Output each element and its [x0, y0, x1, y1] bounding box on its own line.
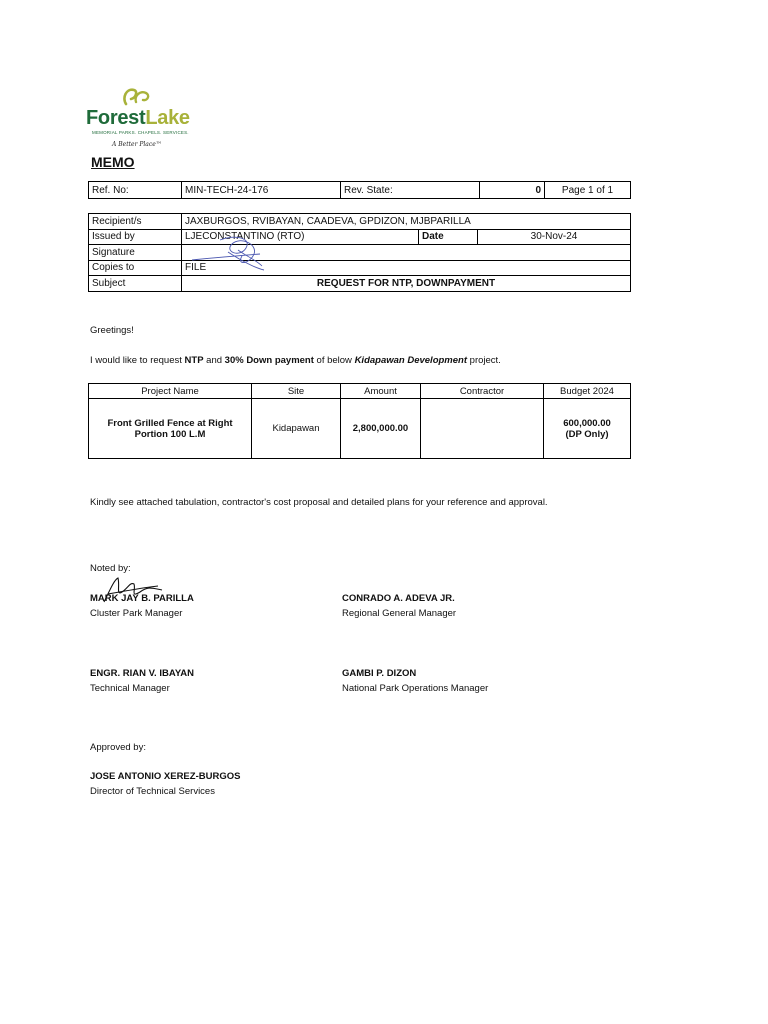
- header-project-name: Project Name: [89, 384, 252, 399]
- budget-note: (DP Only): [565, 428, 609, 440]
- request-pre: I would like to request: [90, 355, 185, 366]
- ref-label: Ref. No:: [89, 182, 182, 199]
- rev-value: 0: [480, 182, 545, 199]
- issuer-signature-icon: [180, 230, 280, 272]
- request-post: project.: [467, 355, 501, 366]
- subject-value: REQUEST FOR NTP, DOWNPAYMENT: [182, 276, 631, 292]
- budget-amount: 600,000.00: [563, 417, 611, 429]
- signatory-4-name: GAMBI P. DIZON: [342, 668, 417, 679]
- request-and: and: [203, 355, 225, 366]
- issued-by-value: LJECONSTANTINO (RTO): [182, 229, 419, 245]
- cell-budget: [544, 399, 631, 459]
- signatory-5-name: JOSE ANTONIO XEREZ-BURGOS: [90, 771, 241, 782]
- noted-by-label: Noted by:: [90, 563, 131, 574]
- reference-table: [88, 181, 631, 199]
- cell-amount: 2,800,000.00: [341, 399, 421, 459]
- signatory-2-title: Regional General Manager: [342, 608, 457, 619]
- logo-subtitle: MEMORIAL PARKS. CHAPELS. SERVICES.: [92, 130, 189, 135]
- logo-forest: Forest: [86, 107, 146, 129]
- greeting-text: Greetings!: [90, 325, 134, 336]
- request-downpayment: 30% Down payment: [224, 355, 314, 366]
- signatory-5-title: Director of Technical Services: [90, 786, 215, 797]
- logo-tagline: A Better Place™: [112, 141, 162, 148]
- project-table: [88, 383, 631, 459]
- request-text: [90, 355, 501, 366]
- table-row: [89, 399, 631, 459]
- subject-label: Subject: [89, 276, 182, 292]
- signatory-1-name: MARK JAY B. PARILLA: [90, 593, 194, 604]
- signatory-4-title: National Park Operations Manager: [342, 683, 489, 694]
- page-indicator: Page 1 of 1: [545, 182, 631, 199]
- copies-value: FILE: [182, 260, 631, 276]
- signatory-3-name: ENGR. RIAN V. IBAYAN: [90, 668, 195, 679]
- header-contractor: Contractor: [421, 384, 544, 399]
- signatory-3-title: Technical Manager: [90, 683, 170, 694]
- copies-label: Copies to: [89, 260, 182, 276]
- cell-project-name: Front Grilled Fence at Right Portion 100 L.M: [89, 399, 252, 459]
- rev-label: Rev. State:: [341, 182, 480, 199]
- header-site: Site: [252, 384, 341, 399]
- closing-text: Kindly see attached tabulation, contractor's cost proposal and detailed plans for your reference and approval.: [90, 497, 548, 508]
- request-project: Kidapawan Development: [354, 355, 468, 366]
- signatory-2-name: CONRADO A. ADEVA JR.: [342, 593, 455, 604]
- recipients-label: Recipient/s: [89, 214, 182, 230]
- date-value: 30-Nov-24: [478, 229, 631, 245]
- project-table-header: [89, 384, 631, 399]
- memo-info-table: [88, 213, 631, 292]
- logo-wordmark: [86, 107, 190, 130]
- cell-contractor: [421, 399, 544, 459]
- cell-site: Kidapawan: [252, 399, 341, 459]
- signatory-1-title: Cluster Park Manager: [90, 608, 183, 619]
- request-ntp: NTP: [184, 355, 204, 366]
- date-label: Date: [419, 229, 478, 245]
- header-budget: Budget 2024: [544, 384, 631, 399]
- issued-by-label: Issued by: [89, 229, 182, 245]
- request-of: of below: [313, 355, 355, 366]
- logo-lake: Lake: [145, 107, 190, 129]
- recipients-value: JAXBURGOS, RVIBAYAN, CAADEVA, GPDIZON, MJBPARILLA: [182, 214, 631, 230]
- ref-value: MIN-TECH-24-176: [182, 182, 341, 199]
- memo-title: MEMO: [91, 154, 135, 170]
- signature-label: Signature: [89, 245, 182, 261]
- header-amount: Amount: [341, 384, 421, 399]
- approved-by-label: Approved by:: [90, 742, 146, 753]
